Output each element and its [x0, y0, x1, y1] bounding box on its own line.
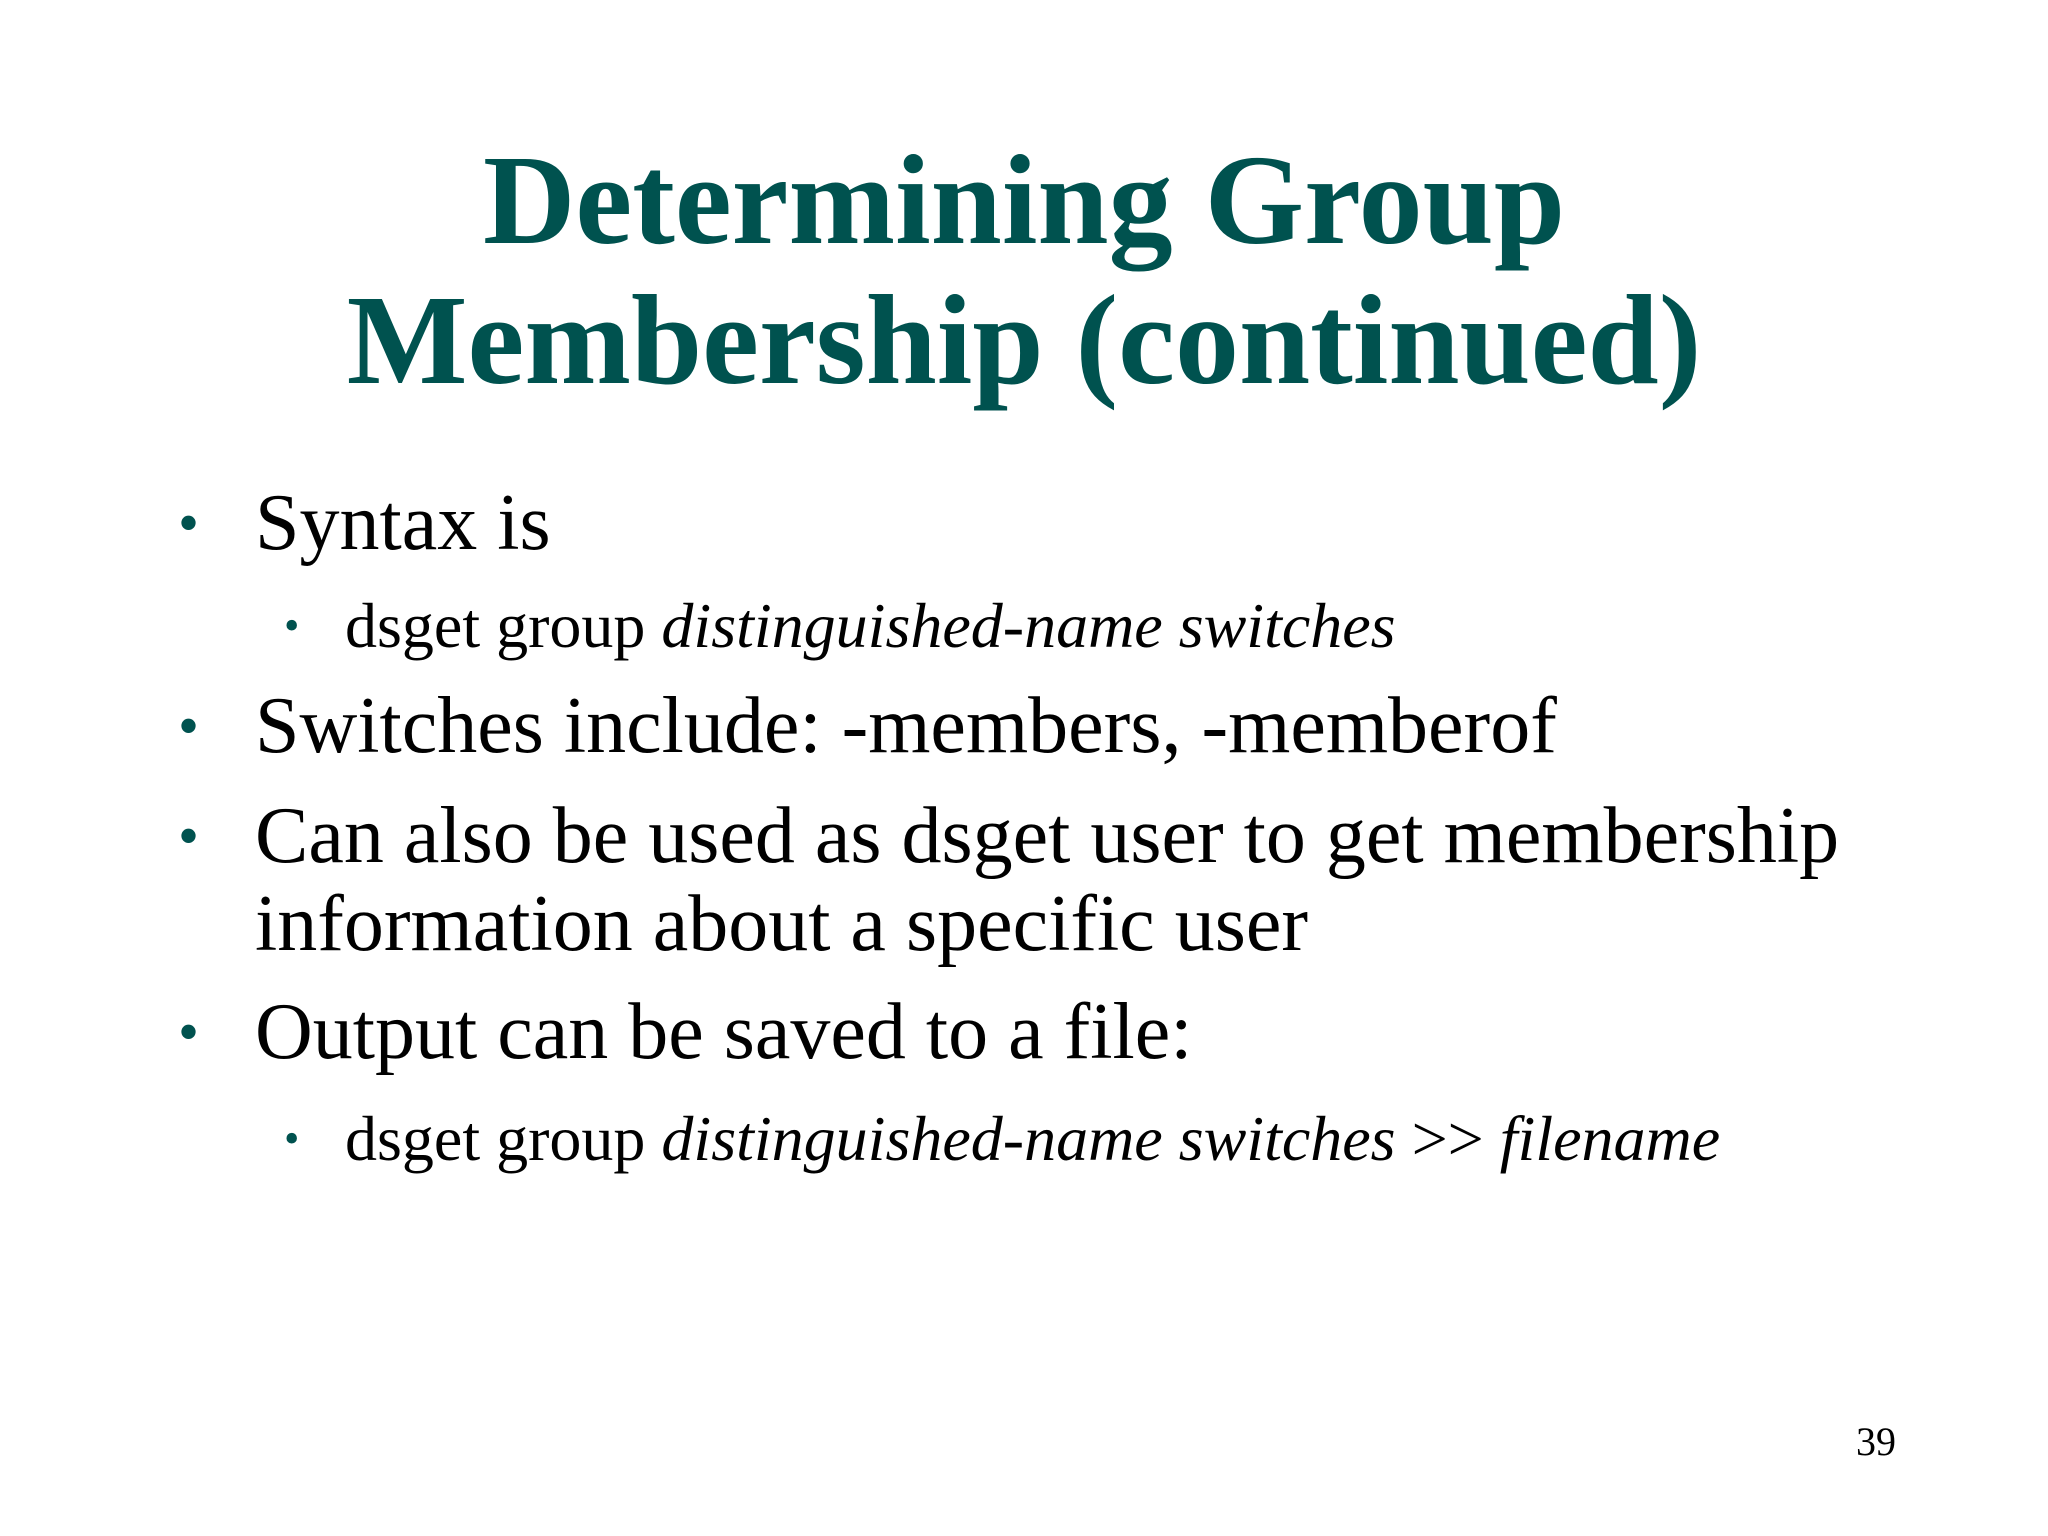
- page-number: 39: [1856, 1419, 1896, 1464]
- bullet-text: Syntax is: [255, 479, 551, 567]
- command-parameters: distinguished-name switches: [661, 1103, 1396, 1174]
- bullet-icon: •: [284, 601, 300, 650]
- bullet-text: Output can be saved to a file:: [255, 988, 1193, 1076]
- sub-bullet-text: [345, 590, 1396, 662]
- bullet-text: Switches include: -members, -memberof: [255, 682, 1557, 770]
- bullet-text-line-1: Can also be used as dsget user to get membership: [255, 792, 1840, 880]
- bullet-icon: •: [284, 1114, 300, 1163]
- bullet-icon: •: [178, 693, 200, 759]
- sub-bullet-text: [345, 1103, 1720, 1175]
- filename-parameter: filename: [1499, 1103, 1721, 1174]
- command-parameters: distinguished-name switches: [661, 590, 1396, 661]
- bullet-icon: •: [178, 803, 200, 869]
- slide-title: [0, 130, 2048, 410]
- command-text: dsget group: [345, 590, 662, 661]
- slide-title-line-1: Determining Group: [482, 129, 1566, 271]
- bullet-icon: •: [178, 490, 200, 556]
- slide-title-line-2: Membership (continued): [346, 269, 1702, 411]
- redirect-operator: >>: [1395, 1103, 1500, 1174]
- command-text: dsget group: [345, 1103, 662, 1174]
- bullet-icon: •: [178, 999, 200, 1065]
- bullet-text-line-2: information about a specific user: [255, 880, 1308, 968]
